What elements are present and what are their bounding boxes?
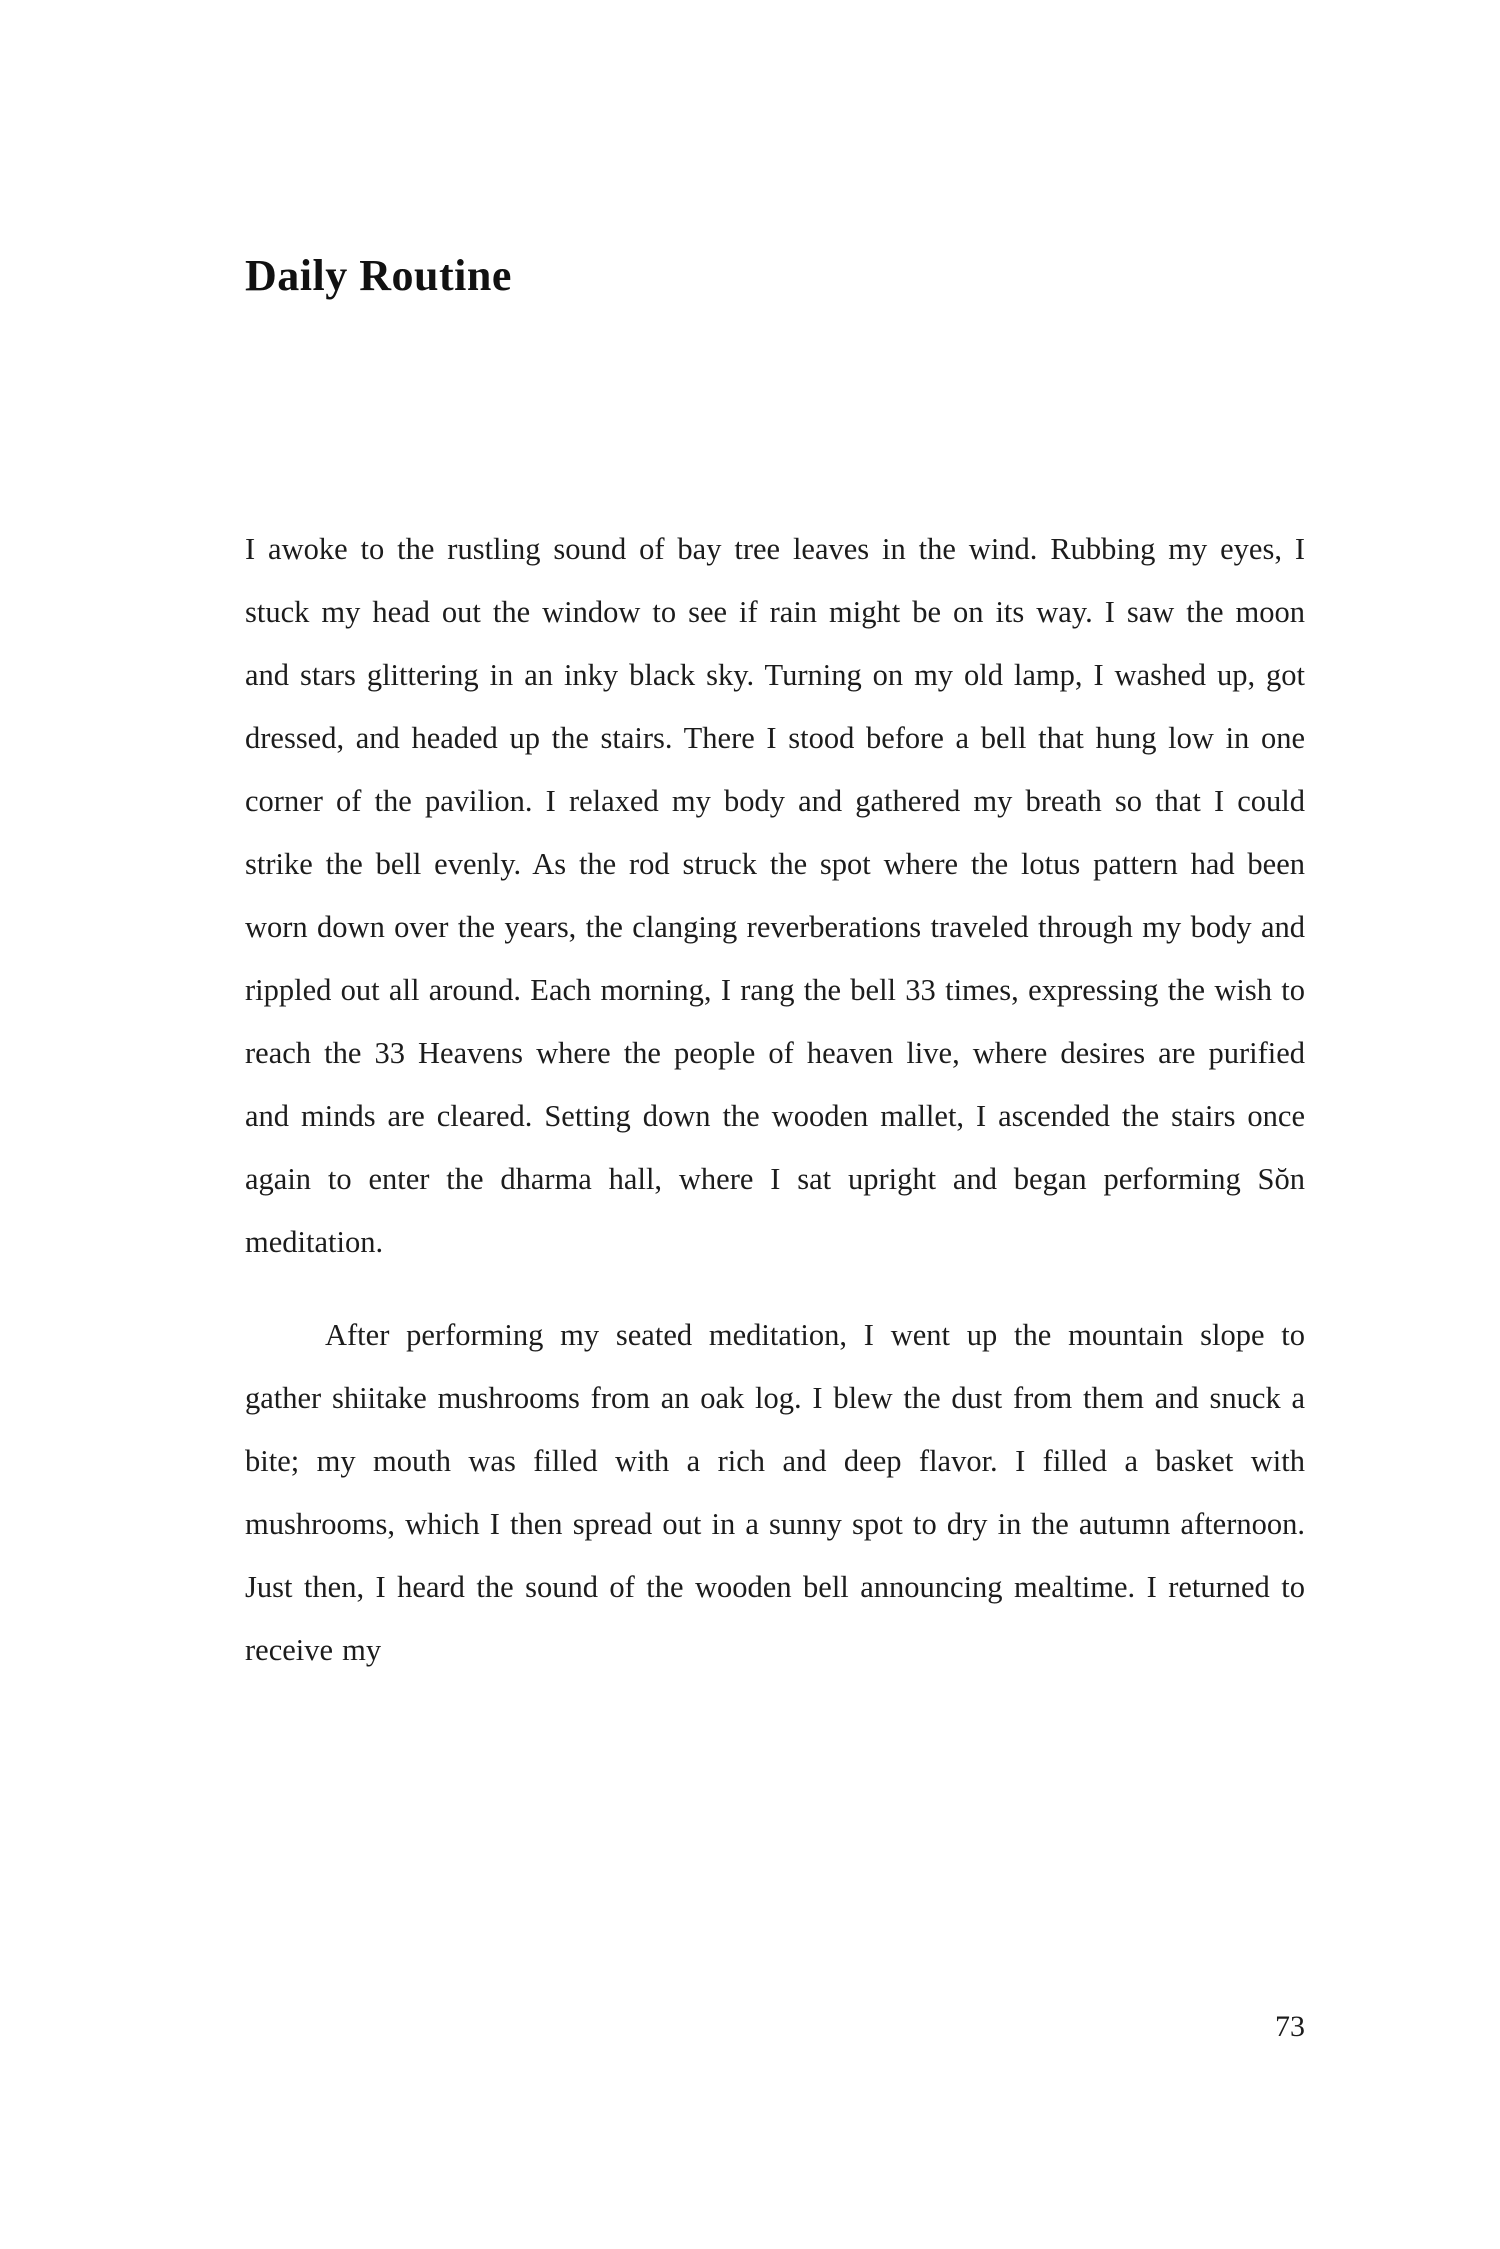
paragraph: After performing my seated meditation, I went up the mountain slope to gather shiitake mushrooms from an oak log. I blew the dust from them and snuck a bite; my mouth was filled with a rich and deep flavor. I filled a basket with mushrooms, which I then spread out in a sunny spot to dry in the autumn afternoon. Just then, I heard the sound of the wooden bell announcing mealtime. I returned to receive my	[245, 1318, 1305, 1668]
page-number: 73	[1275, 2010, 1305, 2043]
chapter-title: Daily Routine	[245, 251, 512, 300]
body-text	[245, 518, 1305, 1682]
paragraph: I awoke to the rustling sound of bay tree leaves in the wind. Rubbing my eyes, I stuck my head out the window to see if rain might be on its way. I saw the moon and stars glittering in an inky black sky. Turning on my old lamp, I washed up, got dressed, and headed up the stairs. There I stood before a bell that hung low in one corner of the pavilion. I relaxed my body and gathered my breath so that I could strike the bell evenly. As the rod struck the spot where the lotus pattern had been worn down over the years, the clanging reverberations traveled through my body and rippled out all around. Each morning, I rang the bell 33 times, expressing the wish to reach the 33 Heavens where the people of heaven live, where desires are purified and minds are cleared. Setting down the wooden mallet, I ascended the stairs once again to enter the dharma hall, where I sat upright and began performing Sŏn meditation.	[245, 532, 1305, 1260]
